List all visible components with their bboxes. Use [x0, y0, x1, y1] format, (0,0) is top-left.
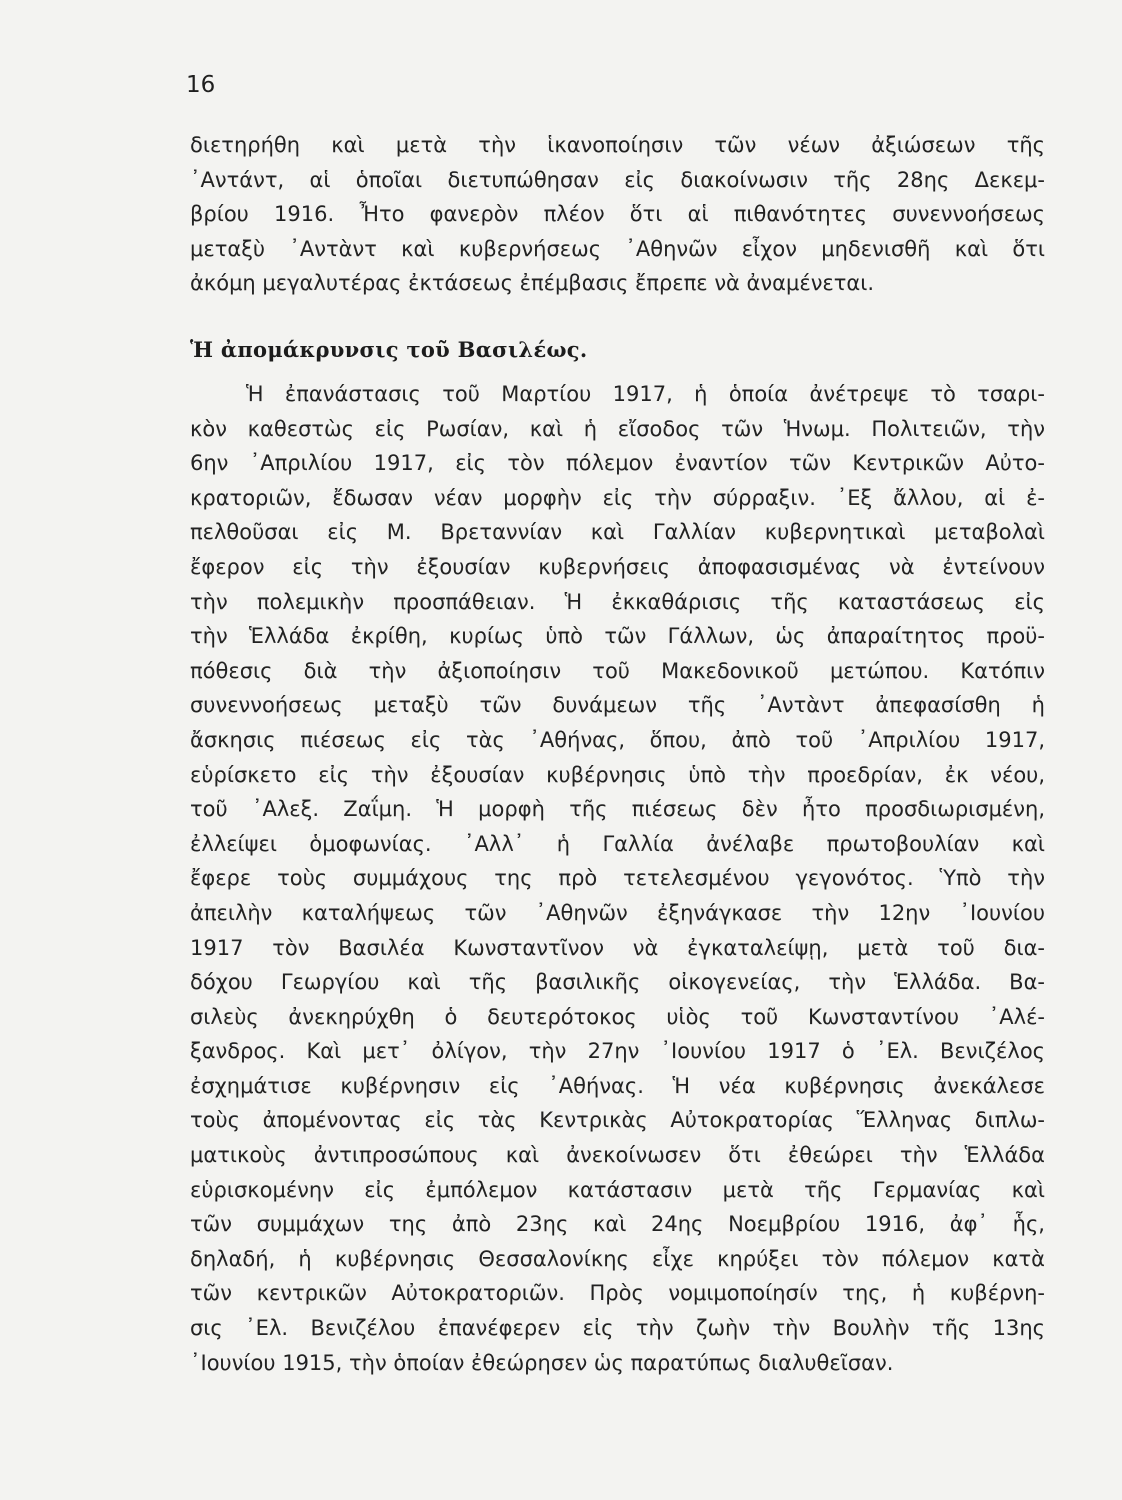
- text-line: τῶν συμμάχων της ἀπὸ 23ης καὶ 24ης Νοεμβρίου 1916, ἀφ᾿ ἧς,: [190, 1212, 1045, 1237]
- text-line: τοῦ ᾿Αλεξ. Ζαΐμη. Ἡ μορφὴ τῆς πιέσεως δὲν ἦτο προσδιωρισμένη,: [190, 797, 1045, 822]
- text-line: σιλεὺς ἀνεκηρύχθη ὁ δευτερότοκος υἱὸς τοῦ Κωνσταντίνου ᾿Αλέ-: [190, 1004, 1045, 1029]
- text-line: εὑρισκομένην εἰς ἐμπόλεμον κατάστασιν μετὰ τῆς Γερμανίας καὶ: [190, 1177, 1045, 1202]
- text-line: τὴν Ἑλλάδα ἐκρίθη, κυρίως ὑπὸ τῶν Γάλλων, ὡς ἀπαραίτητος προϋ-: [190, 624, 1045, 649]
- text-line: τῶν κεντρικῶν Αὐτοκρατοριῶν. Πρὸς νομιμοποίησίν της, ἡ κυβέρνη-: [190, 1281, 1045, 1306]
- text-line: πελθοῦσαι εἰς Μ. Βρεταννίαν καὶ Γαλλίαν κυβερνητικαὶ μεταβολαὶ: [190, 520, 1045, 545]
- section-heading: Ἡ ἀπομάκρυνσις τοῦ Βασιλέως.: [190, 337, 588, 362]
- text-line: σις ᾿Ελ. Βενιζέλου ἐπανέφερεν εἰς τὴν ζωὴν τὴν Βουλὴν τῆς 13ης: [190, 1316, 1045, 1341]
- text-line: ᾿Ιουνίου 1915, τὴν ὁποίαν ἐθεώρησεν ὡς παρατύπως διαλυθεῖσαν.: [190, 1350, 894, 1375]
- text-line: τοὺς ἀπομένοντας εἰς τὰς Κεντρικὰς Αὐτοκρατορίας Ἕλληνας διπλω-: [190, 1108, 1045, 1133]
- page-number: 16: [186, 72, 216, 98]
- text-line: τὴν πολεμικὴν προσπάθειαν. Ἡ ἐκκαθάρισις τῆς καταστάσεως εἰς: [190, 589, 1045, 614]
- text-line: ματικοὺς ἀντιπροσώπους καὶ ἀνεκοίνωσεν ὅτι ἐθεώρει τὴν Ἑλλάδα: [190, 1143, 1045, 1168]
- text-line: κρατοριῶν, ἔδωσαν νέαν μορφὴν εἰς τὴν σύρραξιν. ᾿Εξ ἄλλου, αἱ ἐ-: [190, 485, 1045, 510]
- text-line: διετηρήθη καὶ μετὰ τὴν ἱκανοποίησιν τῶν νέων ἀξιώσεων τῆς: [190, 133, 1045, 157]
- text-line: ξανδρος. Καὶ μετ᾿ ὀλίγον, τὴν 27ην ᾿Ιουνίου 1917 ὁ ᾿Ελ. Βενιζέλος: [190, 1039, 1045, 1064]
- text-line: Ἡ ἐπανάστασις τοῦ Μαρτίου 1917, ἡ ὁποία ἀνέτρεψε τὸ τσαρι-: [246, 382, 1045, 406]
- text-line: 1917 τὸν Βασιλέα Κωνσταντῖνον νὰ ἐγκαταλείψῃ, μετὰ τοῦ δια-: [190, 935, 1045, 960]
- text-line: μεταξὺ ᾿Αντὰντ καὶ κυβερνήσεως ᾿Αθηνῶν εἶχον μηδενισθῆ καὶ ὅτι: [190, 236, 1045, 261]
- text-line: κὸν καθεστὼς εἰς Ρωσίαν, καὶ ἡ εἴσοδος τῶν Ἡνωμ. Πολιτειῶν, τὴν: [190, 416, 1045, 441]
- text-line: εὑρίσκετο εἰς τὴν ἐξουσίαν κυβέρνησις ὑπὸ τὴν προεδρίαν, ἐκ νέου,: [190, 762, 1045, 787]
- text-line: 6ην ᾿Απριλίου 1917, εἰς τὸν πόλεμον ἐναντίον τῶν Κεντρικῶν Αὐτο-: [190, 451, 1045, 476]
- text-line: δηλαδή, ἡ κυβέρνησις Θεσσαλονίκης εἶχε κηρύξει τὸν πόλεμον κατὰ: [190, 1246, 1045, 1271]
- text-line: ἀπειλὴν καταλήψεως τῶν ᾿Αθηνῶν ἐξηνάγκασε τὴν 12ην ᾿Ιουνίου: [190, 900, 1045, 925]
- text-line: ἐλλείψει ὁμοφωνίας. ᾿Αλλ᾿ ἡ Γαλλία ἀνέλαβε πρωτοβουλίαν καὶ: [190, 831, 1045, 856]
- text-line: ἔφερον εἰς τὴν ἐξουσίαν κυβερνήσεις ἀποφασισμένας νὰ ἐντείνουν: [190, 554, 1045, 579]
- text-line: ἐσχημάτισε κυβέρνησιν εἰς ᾿Αθήνας. Ἡ νέα κυβέρνησις ἀνεκάλεσε: [190, 1073, 1045, 1098]
- text-line: συνεννοήσεως μεταξὺ τῶν δυνάμεων τῆς ᾿Αντὰντ ἀπεφασίσθη ἡ: [190, 693, 1045, 718]
- text-line: ἀκόμη μεγαλυτέρας ἐκτάσεως ἐπέμβασις ἔπρεπε νὰ ἀναμένεται.: [190, 271, 875, 296]
- text-line: βρίου 1916. Ἦτο φανερὸν πλέον ὅτι αἱ πιθανότητες συνεννοήσεως: [190, 202, 1045, 227]
- text-line: ἔφερε τοὺς συμμάχους της πρὸ τετελεσμένου γεγονότος. Ὑπὸ τὴν: [190, 866, 1045, 891]
- text-line: ἄσκησις πιέσεως εἰς τὰς ᾿Αθήνας, ὅπου, ἀπὸ τοῦ ᾿Απριλίου 1917,: [190, 727, 1045, 752]
- paragraph-1: [190, 128, 1045, 301]
- text-line: ᾿Αντάντ, αἱ ὁποῖαι διετυπώθησαν εἰς διακοίνωσιν τῆς 28ης Δεκεμ-: [190, 167, 1045, 192]
- text-line: δόχου Γεωργίου καὶ τῆς βασιλικῆς οἰκογενείας, τὴν Ἑλλάδα. Βα-: [190, 970, 1045, 995]
- paragraph-2: [190, 377, 1045, 1380]
- text-line: πόθεσις διὰ τὴν ἀξιοποίησιν τοῦ Μακεδονικοῦ μετώπου. Κατόπιν: [190, 658, 1045, 683]
